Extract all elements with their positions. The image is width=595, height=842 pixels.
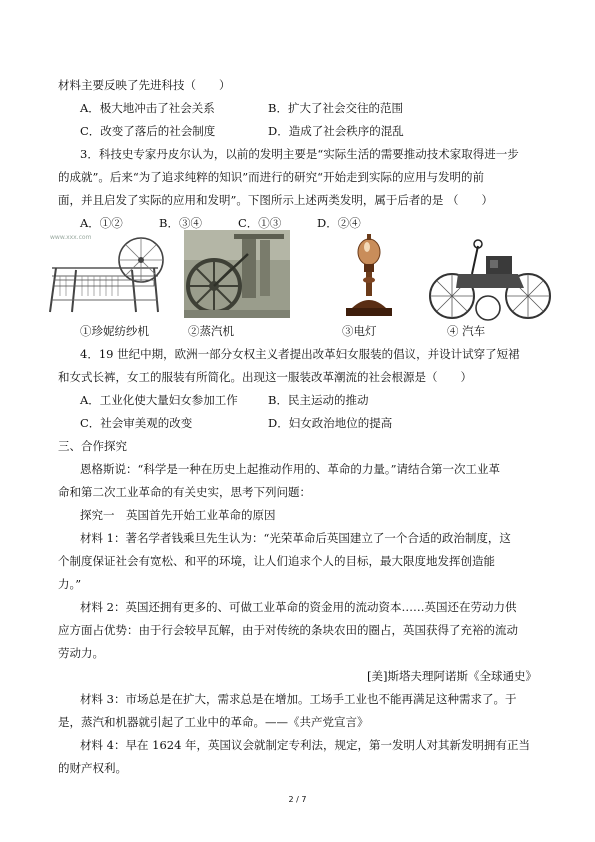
q2-option-c: C．改变了落后的社会制度	[80, 124, 216, 138]
material2-line1: 材料 2：英国还拥有更多的、可做工业革命的资金用的流动资本……英国还在劳动力供	[80, 600, 517, 614]
q4-stem-line2: 和女式长裤，女工的服装有所简化。出现这一服装改革潮流的社会根源是（ ）	[58, 370, 472, 384]
spinning-jenny-image	[46, 230, 166, 316]
q3-option-d: D．②④	[317, 216, 361, 230]
material1-line3: 力。”	[58, 577, 82, 591]
caption-spinning-jenny: ①珍妮纺纱机	[80, 324, 149, 338]
q2-option-b: B．扩大了社会交往的范围	[268, 101, 403, 115]
steam-engine-image	[184, 230, 290, 318]
q3-option-c: C．①③	[238, 216, 282, 230]
material3-line2: 是，蒸汽和机器就引起了工业中的革命。——《共产党宣言》	[58, 715, 369, 729]
q4-stem-line1: 4．19 世纪中期，欧洲一部分女权主义者提出改革妇女服装的倡议，并设计试穿了短裙	[80, 347, 520, 361]
material2-line3: 劳动力。	[58, 646, 104, 660]
q4-option-a: A．工业化使大量妇女参加工作	[80, 393, 238, 407]
intro-line2: 命和第二次工业革命的有关史实，思考下列问题：	[58, 485, 311, 499]
page-number: 2 / 7	[288, 795, 307, 804]
caption-automobile: ④ 汽车	[447, 324, 486, 338]
q2-stem-tail: 材料主要反映了先进科技（ ）	[58, 78, 231, 92]
material3-line1: 材料 3：市场总是在扩大，需求总是在增加。工场手工业也不能再满足这种需求了。于	[80, 692, 517, 706]
q3-stem-line2: 的成就”。后来“为了追求纯粹的知识”而进行的研究“开始走到实际的应用与发明的前	[58, 170, 485, 184]
electric-lamp-image	[336, 232, 402, 318]
q4-option-c: C．社会审美观的改变	[80, 416, 193, 430]
material1-line2: 个制度保证社会有宽松、和平的环境，让人们追求个人的目标，最大限度地发挥创造能	[58, 554, 495, 568]
material4-line2: 的财产权利。	[58, 761, 127, 775]
section-heading: 三、合作探究	[58, 439, 127, 453]
material2-line2: 应方面占优势：由于行会较早瓦解，由于对传统的条块农田的圈占，英国获得了充裕的流动	[58, 623, 518, 637]
q4-option-b: B．民主运动的推动	[268, 393, 369, 407]
q2-option-a: A．极大地冲击了社会关系	[80, 101, 215, 115]
automobile-image	[428, 234, 552, 326]
q3-option-b: B．③④	[159, 216, 202, 230]
explore1-heading: 探究一 英国首先开始工业革命的原因	[80, 508, 276, 522]
caption-electric-lamp: ③电灯	[342, 324, 377, 338]
material4-line1: 材料 4：早在 1624 年，英国议会就制定专利法，规定，第一发明人对其新发明拥有正当	[80, 738, 531, 752]
intro-line1: 恩格斯说：“科学是一种在历史上起推动作用的、革命的力量。”请结合第一次工业革	[80, 462, 501, 476]
q3-option-a: A．①②	[80, 216, 123, 230]
q3-stem-line3: 面，并且启发了实际的应用和发明”。下图所示上述两类发明，属于后者的是 （ ）	[58, 193, 494, 207]
material2-source: [美]斯塔夫理阿诺斯《全球通史》	[367, 669, 537, 683]
q3-stem-line1: 3．科技史专家丹皮尔认为，以前的发明主要是“实际生活的需要推动技术家取得进一步	[80, 147, 519, 161]
image-watermark: www.xxx.com	[50, 234, 92, 241]
q4-option-d: D．妇女政治地位的提高	[268, 416, 393, 430]
material1-line1: 材料 1：著名学者钱乘旦先生认为：“光荣革命后英国建立了一个合适的政治制度，这	[80, 531, 511, 545]
caption-steam-engine: ②蒸汽机	[188, 324, 234, 338]
q2-option-d: D．造成了社会秩序的混乱	[268, 124, 404, 138]
